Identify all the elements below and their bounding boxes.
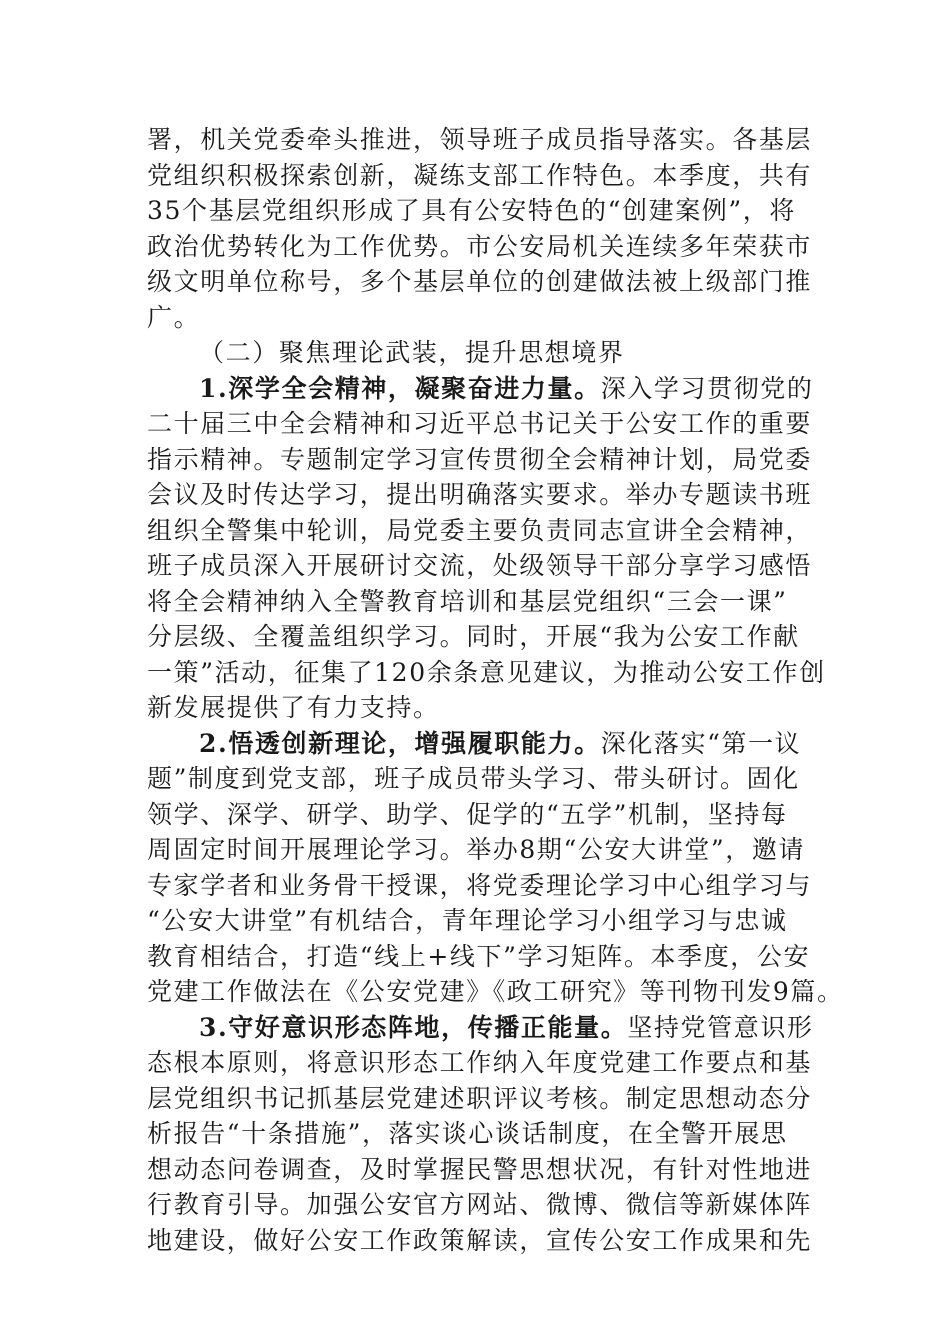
intro-paragraph (147, 122, 813, 335)
text-line: 将全会精神纳入全警教育培训和基层党组织“三会一课” (147, 586, 788, 616)
text-line: 广。 (147, 302, 201, 332)
text-line: 级文明单位称号，多个基层单位的创建做法被上级部门推 (147, 267, 813, 296)
item-2-first-line-text: 深化落实“第一议 (600, 728, 802, 758)
item-3-paragraph (147, 1010, 814, 1259)
text-line: 题”制度到党支部，班子成员带头学习、带头研讨。固化 (147, 764, 800, 793)
text-line: 分层级、全覆盖组织学习。同时，开展“我为公安工作献 (147, 622, 800, 651)
text-line: 政治优势转化为工作优势。市公安局机关连续多年荣获市 (147, 231, 813, 261)
item-2-paragraph (147, 726, 844, 1010)
text-line: 二十届三中全会精神和习近平总书记关于公安工作的重要 (147, 409, 813, 438)
text-line: 层党组织书记抓基层党建述职评议考核。制定思想动态分 (147, 1083, 813, 1113)
text-line: 一策”活动，征集了120余条意见建议，为推动公安工作创 (147, 657, 826, 687)
text-line: 领学、深学、研学、助学、促学的“五学”机制，坚持每 (147, 799, 788, 829)
text-line: 行教育引导。加强公安官方网站、微博、微信等新媒体阵 (147, 1190, 813, 1219)
item-1-first-line-text: 深入学习贯彻党的 (600, 373, 814, 403)
text-line: 教育相结合，打造“线上+线下”学习矩阵。本季度，公安 (147, 941, 811, 971)
text-line: “公安大讲堂”有机结合，青年理论学习小组学习与忠诚 (147, 906, 788, 935)
text-line: 党组织积极探索创新，凝练支部工作特色。本季度，共有 (147, 160, 813, 190)
text-line: 专家学者和业务骨干授课，将党委理论学习中心组学习与 (147, 870, 813, 900)
item-3-title: 3.守好意识形态阵地，传播正能量。 (199, 1012, 628, 1042)
section-heading: （二）聚焦理论武装，提升思想境界 (199, 338, 625, 367)
text-line: 35个基层党组织形成了具有公安特色的“创建案例”，将 (147, 196, 796, 225)
item-2-first-line (147, 726, 809, 762)
item-3-first-line (147, 1010, 814, 1046)
text-line: 想动态问卷调查，及时掌握民警思想状况，有针对性地进 (147, 1154, 813, 1184)
item-1-paragraph (147, 371, 826, 726)
item-3-first-line-text: 坚持党管意识形 (627, 1012, 814, 1042)
item-2-title: 2.悟透创新理论，增强履职能力。 (199, 728, 601, 758)
text-line: 地建设，做好公安工作政策解读，宣传公安工作成果和先 (147, 1225, 813, 1255)
text-line: 新发展提供了有力支持。 (147, 693, 440, 722)
text-line: 会议及时传达学习，提出明确落实要求。举办专题读书班 (147, 480, 813, 509)
text-line: 析报告“十条措施”，落实谈心谈话制度，在全警开展思 (147, 1119, 788, 1148)
text-line: 班子成员深入开展研讨交流，处级领导干部分享学习感悟 (147, 551, 813, 580)
text-line: 党建工作做法在《公安党建》《政工研究》等刊物刊发9篇。 (147, 977, 844, 1006)
document-body (147, 122, 844, 1258)
item-1-title: 1.深学全会精神，凝聚奋进力量。 (199, 373, 601, 403)
text-line: 署，机关党委牵头推进，领导班子成员指导落实。各基层 (147, 125, 813, 154)
text-line: 态根本原则，将意识形态工作纳入年度党建工作要点和基 (147, 1048, 813, 1077)
text-line: 组织全警集中轮训，局党委主要负责同志宣讲全会精神， (147, 515, 813, 545)
text-line: 周固定时间开展理论学习。举办8期“公安大讲堂”，邀请 (147, 835, 806, 864)
text-line: 指示精神。专题制定学习宣传贯彻全会精神计划，局党委 (147, 444, 813, 474)
item-1-first-line (147, 371, 814, 407)
